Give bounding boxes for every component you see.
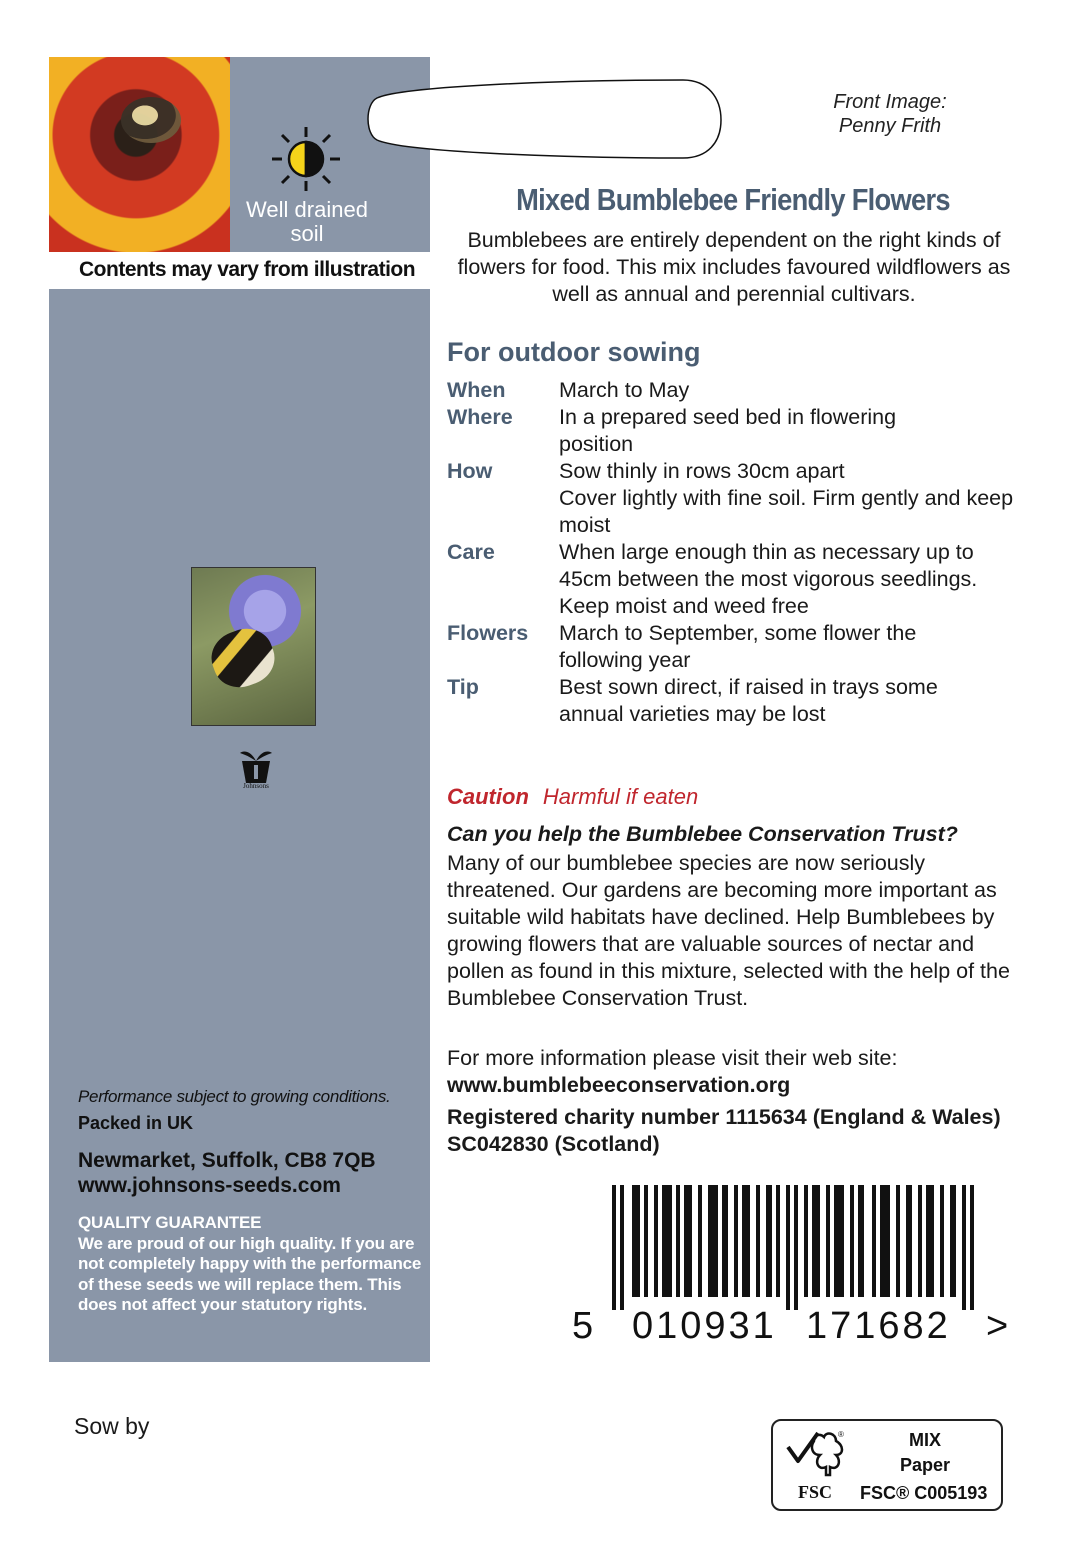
fsc-label <box>860 1428 990 1478</box>
fsc-wordmark: FSC <box>797 1482 832 1502</box>
fsc-mix-text: MIX <box>908 1430 941 1450</box>
quality-text: We are proud of our high quality. If you are not completely happy with the performance of these seeds we will replace them. This does not affect your statutory rights. <box>78 1233 422 1314</box>
soil-label-line2: soil <box>290 221 324 246</box>
caution-warning <box>447 783 698 810</box>
bumblebee-thistle-photo <box>191 567 316 726</box>
sowing-row-how <box>447 458 1037 485</box>
sowing-value: Sow thinly in rows 30cm apart <box>559 459 845 483</box>
sowing-value: In a prepared seed bed in flowering position <box>559 405 897 456</box>
fsc-paper-text: Paper <box>899 1455 951 1475</box>
packed-in-note: Packed in UK <box>78 1113 194 1133</box>
barcode-left-group: 010931 <box>632 1305 777 1347</box>
sowing-row-tip <box>447 674 1037 728</box>
sowing-label <box>447 485 559 539</box>
bee-on-flower <box>121 97 181 143</box>
sowing-row-flowers <box>447 620 1037 674</box>
trust-website-link[interactable]: www.bumblebeeconservation.org <box>447 1073 791 1097</box>
sowing-label: Care <box>447 540 495 564</box>
sowing-row-care <box>447 539 1037 620</box>
trust-visit-note: For more information please visit their web site: <box>447 1046 898 1070</box>
sowing-label: How <box>447 459 493 483</box>
caution-label: Caution <box>447 784 529 809</box>
quality-heading: QUALITY GUARANTEE <box>78 1213 262 1232</box>
soil-label-line1: Well drained <box>246 197 368 222</box>
sowing-label: Flowers <box>447 621 529 645</box>
front-image-credit <box>790 90 990 138</box>
trust-body: Many of our bumblebee species are now seriously threatened. Our gardens are becoming more important as suitable wild habitats have declined. Help Bumblebees by growing flowers that are valuable sources of nectar and pollen as found in this mixture, selected with the help of the Bumblebee Conservation Trust. <box>447 851 1010 1010</box>
ean13-barcode <box>610 1185 985 1310</box>
sowing-value: Cover lightly with fine soil. Firm gently and keep moist <box>559 486 1014 537</box>
product-intro: Bumblebees are entirely dependent on the right kinds of flowers for food. This mix includes favoured wildflowers as well as annual and perennial cultivars. <box>457 228 1011 306</box>
website-link[interactable]: www.johnsons-seeds.com <box>78 1174 341 1197</box>
sowing-instructions <box>447 377 1037 728</box>
barcode-quiet-zone-marker: > <box>986 1305 1009 1347</box>
hang-tab-hole <box>363 78 723 160</box>
credit-line2: Penny Frith <box>838 115 942 137</box>
sowing-row-where <box>447 404 1037 458</box>
barcode-first-digit: 5 <box>572 1305 594 1347</box>
trust-question: Can you help the Bumblebee Conservation Trust? <box>447 822 958 846</box>
sowing-row-when <box>447 377 1037 404</box>
johnsons-logo-text: Johnsons <box>243 782 269 790</box>
sowing-value: March to September, some flower the following year <box>559 621 917 672</box>
credit-line1: Front Image: <box>833 91 947 113</box>
svg-text:®: ® <box>838 1430 844 1439</box>
performance-note: Performance subject to growing conditions. <box>78 1087 391 1106</box>
sowing-value: Best sown direct, if raised in trays some annual varieties may be lost <box>559 675 938 726</box>
quality-guarantee <box>78 1213 428 1316</box>
sowing-heading: For outdoor sowing <box>447 337 701 367</box>
sowing-value: March to May <box>559 378 690 402</box>
soil-requirement-label <box>232 198 382 246</box>
sowing-row-how-continued <box>447 485 1037 539</box>
sowing-label: When <box>447 378 506 402</box>
barcode-right-group: 171682 <box>806 1305 951 1347</box>
sow-by-label: Sow by <box>74 1413 150 1439</box>
sowing-value: When large enough thin as necessary up to 45cm between the most vigorous seedlings. Keep moist and weed free <box>559 540 978 618</box>
caution-text: Harmful if eaten <box>542 784 699 809</box>
fsc-license-code: FSC® C005193 <box>860 1483 988 1503</box>
half-sun-icon <box>270 125 342 193</box>
address-line: Newmarket, Suffolk, CB8 7QB <box>78 1149 376 1172</box>
product-title: Mixed Bumblebee Friendly Flowers <box>516 182 950 217</box>
fsc-tree-check-icon <box>784 1427 844 1477</box>
contents-disclaimer: Contents may vary from illustration <box>79 258 416 281</box>
flower-photo <box>49 57 230 252</box>
barcode-digits <box>568 1305 1018 1345</box>
sowing-label: Where <box>447 405 513 429</box>
company-address <box>78 1148 376 1198</box>
charity-number: Registered charity number 1115634 (England & Wales) SC042830 (Scotland) <box>447 1105 1001 1156</box>
sowing-label: Tip <box>447 675 479 699</box>
